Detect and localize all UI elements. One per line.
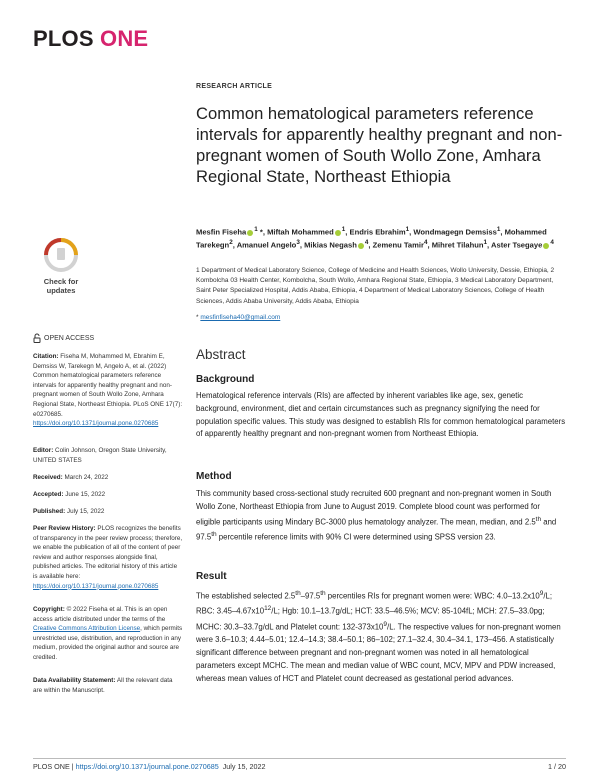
accepted-date: June 15, 2022	[63, 491, 106, 498]
result-text-part: –97.5	[300, 591, 321, 601]
author-affiliation-mark: 4	[423, 239, 428, 247]
method-sup: th	[211, 530, 217, 538]
result-text-part: percentiles RIs for pregnant women were: WBC: 4.0–13.2x10	[325, 591, 540, 601]
received-date: March 24, 2022	[62, 474, 109, 481]
accepted-block	[33, 490, 183, 500]
received-label: Received:	[33, 474, 63, 481]
footer-doi-link[interactable]: https://doi.org/10.1371/journal.pone.0270685	[75, 762, 219, 771]
copyright-text: © 2022 Fiseha et al. This is an open access article distributed under the terms of the	[33, 606, 168, 623]
result-text	[196, 588, 566, 685]
result-sup: th	[295, 590, 301, 597]
published-date: July 15, 2022	[65, 508, 105, 515]
email-link[interactable]: mesfinfiseha40@gmail.com	[200, 314, 281, 321]
peer-review-label: Peer Review History:	[33, 525, 96, 532]
check-for-updates-badge[interactable]	[37, 238, 85, 293]
author-affiliation-mark: 4	[364, 239, 369, 247]
author-affiliation-mark: 1	[405, 226, 410, 233]
author-name[interactable]: Mihret Tilahun	[431, 240, 484, 250]
published-block	[33, 507, 183, 517]
open-lock-icon	[33, 333, 41, 343]
open-access-label	[33, 333, 94, 343]
page-footer	[33, 762, 265, 771]
peer-review-link[interactable]: https://doi.org/10.1371/journal.pone.0270685	[33, 582, 159, 590]
result-text-part: The established selected 2.5	[196, 591, 296, 601]
copyright-block	[33, 605, 183, 663]
author-affiliation-mark: 4	[550, 239, 554, 247]
method-text-part: This community based cross-sectional study recruited 600 pregnant and non-pregnant women in South Wollo Zone, Northeast Ethiopia from June to August 2019. Complete blood count was performed for eligible participants using Mindary BC-3000 plus hematology analyzer. The mean, median, and 2.5	[196, 489, 552, 527]
method-text-part: percentile reference limits with 90% CI were determined using SPSS version 23.	[216, 532, 496, 542]
page-number: 1 / 20	[548, 762, 566, 771]
editor-block	[33, 446, 183, 465]
method-heading: Method	[196, 471, 232, 482]
footer-date: July 15, 2022	[222, 762, 266, 771]
journal-logo-plos: PLOS	[33, 26, 94, 51]
citation-text: Fiseha M, Mohammed M, Ebrahim E, Demsiss W, Tarekegn M, Angelo A, et al. (2022) Common hematological parameters reference intervals for apparently healthy pregnant and non-pregnant women of South Wollo Zone, Amhara Regional State, Northeast Ethiopia. PLoS ONE 17(7): e0270685.	[33, 353, 183, 418]
background-heading: Background	[196, 374, 255, 385]
journal-logo	[33, 26, 148, 52]
data-availability-text: All the relevant data are within the Manuscript.	[33, 677, 173, 694]
result-sup: 9	[539, 590, 544, 597]
author-affiliation-mark: 1	[496, 226, 501, 233]
author-name[interactable]: Amanuel Angelo	[236, 240, 297, 250]
license-link[interactable]: Creative Commons Attribution License	[33, 625, 141, 633]
author-affiliation-mark: 1	[341, 226, 346, 233]
result-heading: Result	[196, 571, 227, 582]
result-text-part: /L; Hgb: 10.1–13.7g/dL; HCT: 33.5–46.5%; MCV: 85-104fL; MCH: 27.5–33.0pg; MCHC: 30.3–33.7g/dL and Platelet count: 132-373x10	[196, 606, 545, 632]
footer-journal: PLOS ONE	[33, 762, 70, 771]
orcid-icon[interactable]	[247, 230, 253, 236]
corresponding-email	[196, 314, 280, 321]
peer-review-text: PLOS recognizes the benefits of transparency in the peer review process; therefore, we enable the publication of all of the content of peer review and author responses alongside final, published articles. The editorial history of this article is available here:	[33, 525, 183, 580]
method-text-part: and 97.5	[196, 517, 557, 542]
abstract-heading: Abstract	[196, 347, 246, 362]
background-text: Hematological reference intervals (RIs) are affected by inherent variables like age, sex, genetic background, environment, diet and certain circumstances such as pregnancy signifying the need for population specific values. This study was designed to establish RIs for common hematological parameters of apparently healthy pregnant and non-pregnant women from Northeast Ethiopia.	[196, 391, 566, 439]
result-text-part: /L; RBC: 3.45–4.67x10	[196, 591, 553, 616]
author-name[interactable]: Zemenu Tamir	[372, 240, 424, 250]
accepted-label: Accepted:	[33, 491, 64, 498]
journal-logo-one: ONE	[100, 26, 149, 51]
affiliations: 1 Department of Medical Laboratory Science, College of Medicine and Health Sciences, Wollo University, Dessie, Ethiopia, 2 Kombolcha 03 Health Center, Kombolcha, South Wollo, Amhara Regional State, Ethiopia, 3 Medical Laboratory Department, Saint Peter Specialized Hospital, Addis Ababa, Ethiopia, 4 Department of Medical Laboratory Sciences, College of Health Sciences, Addis Ababa University, Addis Ababa, Ethiopia	[196, 267, 555, 305]
author-list: Mesfin Fiseha $^1$ *, Miftah Mohammed $^1$, Endris Ebrahim$^1$, Wondmagegn Demsiss$^1$, Mohammed Tarekegn$^2$, Amanuel Angelo$^3$, Mikias Negash $^4$, Zemenu Tamir$^4$, Mihret Tilahun$^1$, Aster Tsegaye $^4$	[196, 226, 554, 250]
citation-label: Citation:	[33, 353, 59, 360]
published-label: Published:	[33, 508, 66, 515]
author-name[interactable]: Miftah Mohammed	[267, 227, 334, 237]
check-updates-line1: Check for	[43, 277, 79, 286]
copyright-label: Copyright:	[33, 606, 65, 613]
corresponding-mark: *	[257, 227, 263, 237]
editor-text: Colin Johnson, Oregon State University, UNITED STATES	[33, 447, 167, 464]
data-availability-label: Data Availability Statement:	[33, 677, 116, 684]
method-text	[196, 488, 566, 544]
orcid-icon[interactable]	[335, 230, 341, 236]
article-title: Common hematological parameters reference intervals for apparently healthy pregnant and non-pregnant women of South Wollo Zone, Amhara Regional State, Northeast Ethiopia	[196, 104, 563, 186]
method-sup: th	[535, 515, 542, 523]
author-name[interactable]: Mikias Negash	[304, 240, 357, 250]
author-name[interactable]: Endris Ebrahim	[349, 227, 406, 237]
author-affiliation-mark: 1	[254, 226, 258, 233]
article-type: RESEARCH ARTICLE	[196, 83, 273, 90]
citation-doi-link[interactable]: https://doi.org/10.1371/journal.pone.0270685	[33, 420, 159, 428]
editor-label: Editor:	[33, 447, 54, 454]
result-sup: 9	[383, 620, 388, 628]
citation-block	[33, 352, 183, 429]
peer-review-block	[33, 524, 183, 591]
result-text-part: /L. The respective values for non-pregnant women were 3.6–10.3; 4.44–5.01; 12.4–14.3; 38.4–50.1; 86–102; 27.1–32.4, 30.4–34.1, 173–456. A statistically significant difference between pregnant and non-pregnant women was noted in all hematological parameters except MCHC. The mean and median value of WBC count, MCV, MPV and PDW increased, whereas mean values of HCT and Platelet count decreased as gestational period advances.	[196, 622, 561, 683]
result-sup: 12	[264, 605, 272, 613]
check-updates-icon	[37, 238, 85, 272]
result-sup: th	[320, 590, 326, 597]
author-affiliation-mark: 1	[483, 239, 488, 247]
copyright-text-end: , which permits unrestricted use, distribution, and reproduction in any medium, provided the original author and source are credited.	[33, 625, 183, 661]
author-affiliation-mark: 2	[229, 239, 233, 247]
author-name[interactable]: Aster Tsegaye	[490, 240, 543, 250]
orcid-icon[interactable]	[358, 243, 364, 249]
author-name[interactable]: Wondmagegn Demsiss	[413, 227, 497, 237]
orcid-icon[interactable]	[543, 243, 549, 249]
author-affiliation-mark: 3	[296, 239, 300, 247]
author-name[interactable]: Mesfin Fiseha	[196, 227, 247, 237]
data-availability-block	[33, 676, 183, 695]
open-access-text: OPEN ACCESS	[44, 334, 95, 342]
received-block	[33, 473, 183, 483]
author-name[interactable]: Mohammed Tarekegn	[196, 227, 547, 250]
footer-rule	[33, 758, 566, 759]
corresponding-mark: *	[196, 314, 199, 321]
footer-separator: |	[69, 762, 76, 771]
check-updates-line2: updates	[46, 286, 76, 295]
